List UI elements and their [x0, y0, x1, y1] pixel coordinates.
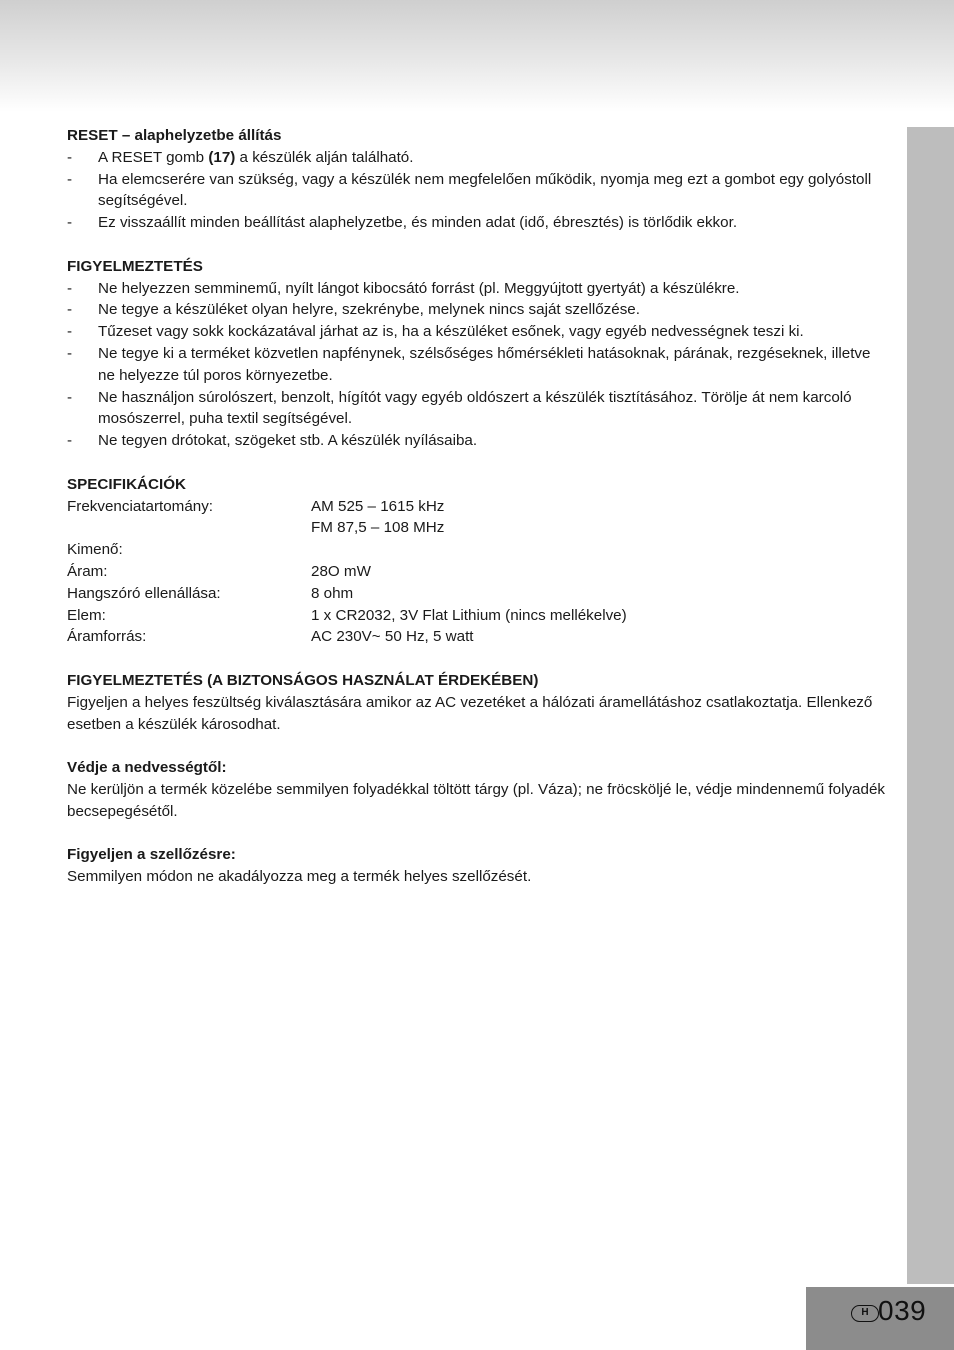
- language-badge: H: [851, 1305, 879, 1322]
- spec-row: [67, 605, 887, 627]
- spec-row: [67, 517, 887, 539]
- list-item: - Ne tegye a készüléket olyan helyre, szekrénybe, melynek nincs saját szellőzése.: [67, 299, 887, 321]
- spec-value: 28O mW: [311, 562, 371, 580]
- ventilation-heading: Figyeljen a szellőzésre:: [67, 846, 236, 864]
- spec-row: [67, 626, 887, 648]
- reset-button-ref: (17): [208, 148, 236, 166]
- safety-heading: FIGYELMEZTETÉS (A BIZTONSÁGOS HASZNÁLAT ÉRDEKÉBEN): [67, 671, 539, 689]
- moisture-text: Ne kerüljön a termék közelébe semmilyen folyadékkal töltött tárgy (pl. Váza); ne fröcsköljé le, védje mindennemű folyadék becsepegésétől.: [67, 780, 885, 820]
- ventilation-text: Semmilyen módon ne akadályozza meg a termék helyes szellőzését.: [67, 868, 532, 886]
- spec-label: Frekvenciatartomány:: [67, 497, 214, 515]
- side-tab-bar: [907, 127, 954, 1284]
- warning-section: [67, 256, 887, 452]
- spec-value: 1 x CR2032, 3V Flat Lithium (nincs mellékelve): [311, 606, 627, 624]
- list-item: - Ne használjon súrolószert, benzolt, hígítót vagy egyéb oldószert a készülék tisztításához. Törölje át nem karcoló mosószerrel, puha textil segítségével.: [67, 387, 887, 431]
- spec-label: Áramforrás:: [67, 628, 147, 646]
- spec-label: Hangszóró ellenállása:: [67, 584, 221, 602]
- reset-item-text: A RESET gomb: [98, 148, 209, 166]
- list-item: - Ha elemcserére van szükség, vagy a készülék nem megfelelően működik, nyomja meg ezt a gombot egy golyóstoll segítségével.: [67, 169, 887, 213]
- reset-section: [67, 125, 887, 234]
- spec-label: Áram:: [67, 562, 108, 580]
- spec-label: Kimenő:: [67, 541, 123, 559]
- list-item: - Tűzeset vagy sokk kockázatával járhat az is, ha a készüléket esőnek, vagy egyéb nedvességnek teszi ki.: [67, 321, 887, 343]
- specs-heading: SPECIFIKÁCIÓK: [67, 475, 186, 493]
- spec-value: FM 87,5 – 108 MHz: [311, 519, 445, 537]
- safety-text: Figyeljen a helyes feszültség kiválasztására amikor az AC vezetéket a hálózati áramellátáshoz csatlakoztatja. Ellenkező esetben a készülék károsodhat.: [67, 693, 873, 733]
- warning-list: [67, 278, 887, 452]
- spec-value: 8 ohm: [311, 584, 354, 602]
- spec-row: [67, 539, 887, 561]
- list-item: [67, 147, 887, 169]
- spec-row: [67, 583, 887, 605]
- specs-section: [67, 474, 887, 648]
- spec-value: AM 525 – 1615 kHz: [311, 497, 445, 515]
- reset-item-text: a készülék alján található.: [235, 148, 414, 166]
- list-item: - Ez visszaállít minden beállítást alaphelyzetbe, és minden adat (idő, ébresztés) is törlődik ekkor.: [67, 212, 887, 234]
- safety-section: [67, 670, 887, 735]
- reset-list: [67, 147, 887, 234]
- spec-value: AC 230V~ 50 Hz, 5 watt: [311, 628, 474, 646]
- page-number-box: [806, 1287, 954, 1350]
- spec-label: Elem:: [67, 606, 106, 624]
- ventilation-section: [67, 844, 887, 888]
- spec-label: [67, 517, 311, 539]
- manual-content: [67, 125, 887, 910]
- moisture-section: [67, 757, 887, 822]
- spec-row: [67, 561, 887, 583]
- header-gradient-band: [0, 0, 954, 112]
- list-item: - Ne tegye ki a terméket közvetlen napfénynek, szélsőséges hőmérsékleti hatásoknak, párának, rezgéseknek, illetve ne helyezze túl poros környezetbe.: [67, 343, 887, 387]
- list-item: - Ne tegyen drótokat, szögeket stb. A készülék nyílásaiba.: [67, 430, 887, 452]
- warning-heading: FIGYELMEZTETÉS: [67, 257, 203, 275]
- spec-row: [67, 496, 887, 518]
- spec-value: [311, 539, 887, 561]
- list-item: - Ne helyezzen semminemű, nyílt lángot kibocsátó forrást (pl. Meggyújtott gyertyát) a készülékre.: [67, 278, 887, 300]
- page-number: 039: [878, 1295, 927, 1326]
- moisture-heading: Védje a nedvességtől:: [67, 759, 227, 777]
- reset-heading: RESET – alaphelyzetbe állítás: [67, 127, 282, 144]
